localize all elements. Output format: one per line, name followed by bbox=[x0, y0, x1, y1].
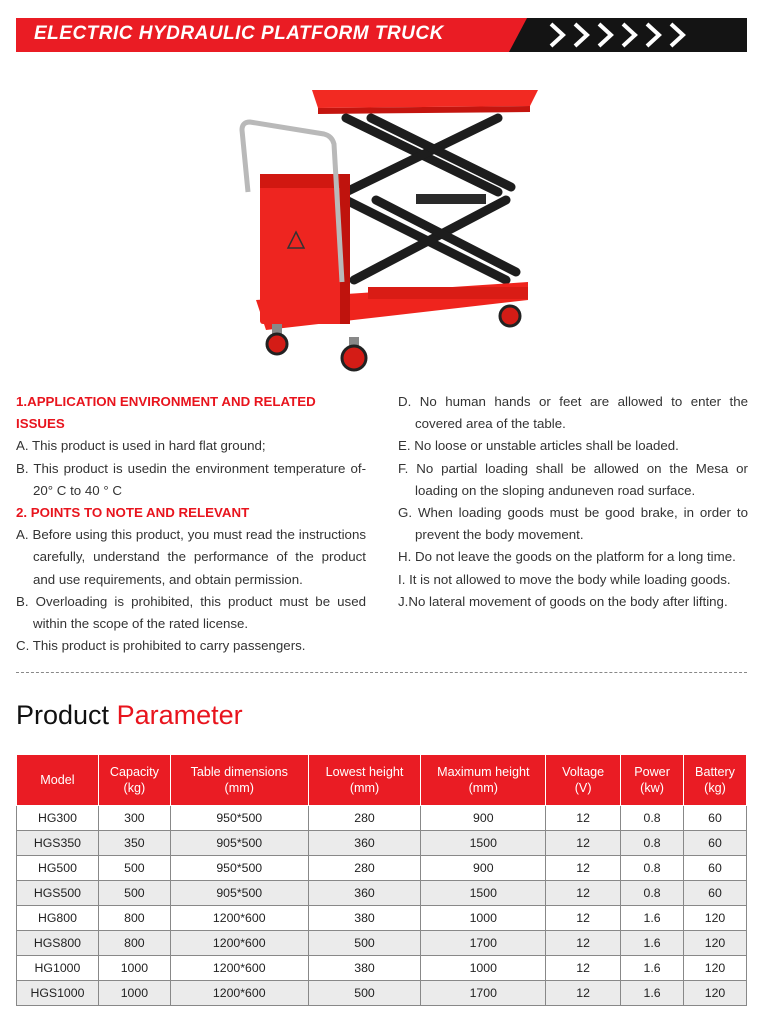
table-row bbox=[17, 906, 747, 931]
table-cell: 0.8 bbox=[621, 831, 684, 856]
table-cell: 1200*600 bbox=[170, 906, 308, 931]
table-cell: 500 bbox=[308, 981, 421, 1006]
table-row bbox=[17, 831, 747, 856]
table-cell: HGS800 bbox=[17, 931, 99, 956]
table-cell: 360 bbox=[308, 881, 421, 906]
instructions-right-column bbox=[398, 391, 748, 613]
table-cell: 360 bbox=[308, 831, 421, 856]
table-cell: 300 bbox=[98, 806, 170, 831]
section-heading-application: 1.APPLICATION ENVIRONMENT AND RELATED ISSUES bbox=[16, 394, 316, 432]
table-cell: 380 bbox=[308, 906, 421, 931]
list-item: J.No lateral movement of goods on the body after lifting. bbox=[398, 593, 728, 609]
table-row bbox=[17, 981, 747, 1006]
table-cell: 12 bbox=[546, 806, 621, 831]
table-cell: 280 bbox=[308, 856, 421, 881]
table-cell: 60 bbox=[684, 831, 747, 856]
chevron-arrows-icon bbox=[547, 22, 697, 48]
title-black-part: Product bbox=[16, 700, 117, 730]
table-cell: 12 bbox=[546, 856, 621, 881]
list-item: C. This product is prohibited to carry passengers. bbox=[16, 638, 306, 654]
section-title-product-parameter bbox=[16, 700, 243, 731]
table-cell: 1700 bbox=[421, 931, 546, 956]
list-item: D. No human hands or feet are allowed to enter the covered area of the table. bbox=[398, 394, 748, 432]
table-cell: 280 bbox=[308, 806, 421, 831]
table-row bbox=[17, 856, 747, 881]
table-cell: 12 bbox=[546, 931, 621, 956]
table-cell: 800 bbox=[98, 931, 170, 956]
title-red-part: Parameter bbox=[116, 700, 243, 730]
table-cell: 1200*600 bbox=[170, 956, 308, 981]
header-lowest-height: Lowest height (mm) bbox=[308, 755, 421, 806]
table-row bbox=[17, 956, 747, 981]
header-power: Power (kw) bbox=[621, 755, 684, 806]
table-cell: 1000 bbox=[421, 956, 546, 981]
header-battery: Battery (kg) bbox=[684, 755, 747, 806]
table-cell: 0.8 bbox=[621, 806, 684, 831]
header-maximum-height: Maximum height (mm) bbox=[421, 755, 546, 806]
product-image bbox=[236, 82, 546, 380]
table-cell: 12 bbox=[546, 981, 621, 1006]
table-cell: 120 bbox=[684, 981, 747, 1006]
table-cell: 1500 bbox=[421, 881, 546, 906]
table-cell: 905*500 bbox=[170, 881, 308, 906]
banner-arrow-strip bbox=[509, 18, 747, 52]
table-cell: 60 bbox=[684, 881, 747, 906]
table-cell: 60 bbox=[684, 806, 747, 831]
table-cell: 1.6 bbox=[621, 906, 684, 931]
list-item: B. This product is usedin the environment temperature of-20° C to 40 ° C bbox=[16, 460, 366, 498]
list-item: F. No partial loading shall be allowed on the Mesa or loading on the sloping anduneven road surface. bbox=[398, 460, 748, 498]
table-cell: HG500 bbox=[17, 856, 99, 881]
table-cell: 0.8 bbox=[621, 881, 684, 906]
table-row bbox=[17, 806, 747, 831]
list-item: B. Overloading is prohibited, this product must be used within the scope of the rated license. bbox=[16, 593, 366, 632]
table-cell: 1.6 bbox=[621, 981, 684, 1006]
table-cell: 12 bbox=[546, 956, 621, 981]
table-row bbox=[17, 881, 747, 906]
table-cell: 950*500 bbox=[170, 806, 308, 831]
table-cell: 1700 bbox=[421, 981, 546, 1006]
list-item: G. When loading goods must be good brake, in order to prevent the body movement. bbox=[398, 505, 748, 543]
table-cell: 1000 bbox=[98, 981, 170, 1006]
table-cell: 60 bbox=[684, 856, 747, 881]
table-cell: 500 bbox=[98, 856, 170, 881]
table-cell: 800 bbox=[98, 906, 170, 931]
table-cell: 1000 bbox=[421, 906, 546, 931]
table-cell: HG800 bbox=[17, 906, 99, 931]
table-cell: 350 bbox=[98, 831, 170, 856]
header-voltage: Voltage (V) bbox=[546, 755, 621, 806]
list-item: H. Do not leave the goods on the platform for a long time. bbox=[398, 549, 736, 565]
dashed-divider bbox=[16, 672, 747, 673]
table-cell: 900 bbox=[421, 806, 546, 831]
table-cell: HG1000 bbox=[17, 956, 99, 981]
table-cell: HG300 bbox=[17, 806, 99, 831]
list-item: E. No loose or unstable articles shall be loaded. bbox=[398, 438, 679, 454]
table-cell: 380 bbox=[308, 956, 421, 981]
table-cell: 1.6 bbox=[621, 931, 684, 956]
list-item: A. This product is used in hard flat ground; bbox=[16, 438, 266, 454]
header-table-dimensions: Table dimensions (mm) bbox=[170, 755, 308, 806]
table-cell: HGS1000 bbox=[17, 981, 99, 1006]
table-cell: 0.8 bbox=[621, 856, 684, 881]
table-cell: 1200*600 bbox=[170, 931, 308, 956]
table-cell: 1200*600 bbox=[170, 981, 308, 1006]
header-model: Model bbox=[17, 755, 99, 806]
table-header-row bbox=[17, 755, 747, 806]
table-cell: 12 bbox=[546, 831, 621, 856]
table-cell: 500 bbox=[98, 881, 170, 906]
title-banner bbox=[16, 18, 747, 52]
list-item: A. Before using this product, you must read the instructions carefully, understand the performance of the product and use requirements, and obtain permission. bbox=[16, 527, 366, 587]
table-cell: 120 bbox=[684, 956, 747, 981]
table-cell: 1500 bbox=[421, 831, 546, 856]
list-item: I. It is not allowed to move the body while loading goods. bbox=[398, 571, 731, 587]
parameter-table bbox=[16, 754, 747, 1006]
table-cell: 120 bbox=[684, 906, 747, 931]
table-cell: 900 bbox=[421, 856, 546, 881]
table-cell: 950*500 bbox=[170, 856, 308, 881]
instructions-left-column bbox=[16, 391, 366, 657]
table-cell: 12 bbox=[546, 881, 621, 906]
header-capacity: Capacity (kg) bbox=[98, 755, 170, 806]
table-cell: 120 bbox=[684, 931, 747, 956]
table-row bbox=[17, 931, 747, 956]
banner-title: ELECTRIC HYDRAULIC PLATFORM TRUCK bbox=[34, 23, 444, 44]
table-cell: 905*500 bbox=[170, 831, 308, 856]
table-cell: 1.6 bbox=[621, 956, 684, 981]
table-cell: 12 bbox=[546, 906, 621, 931]
table-cell: 500 bbox=[308, 931, 421, 956]
section-heading-points: 2. POINTS TO NOTE AND RELEVANT bbox=[16, 505, 250, 521]
table-cell: 1000 bbox=[98, 956, 170, 981]
table-cell: HGS500 bbox=[17, 881, 99, 906]
table-cell: HGS350 bbox=[17, 831, 99, 856]
